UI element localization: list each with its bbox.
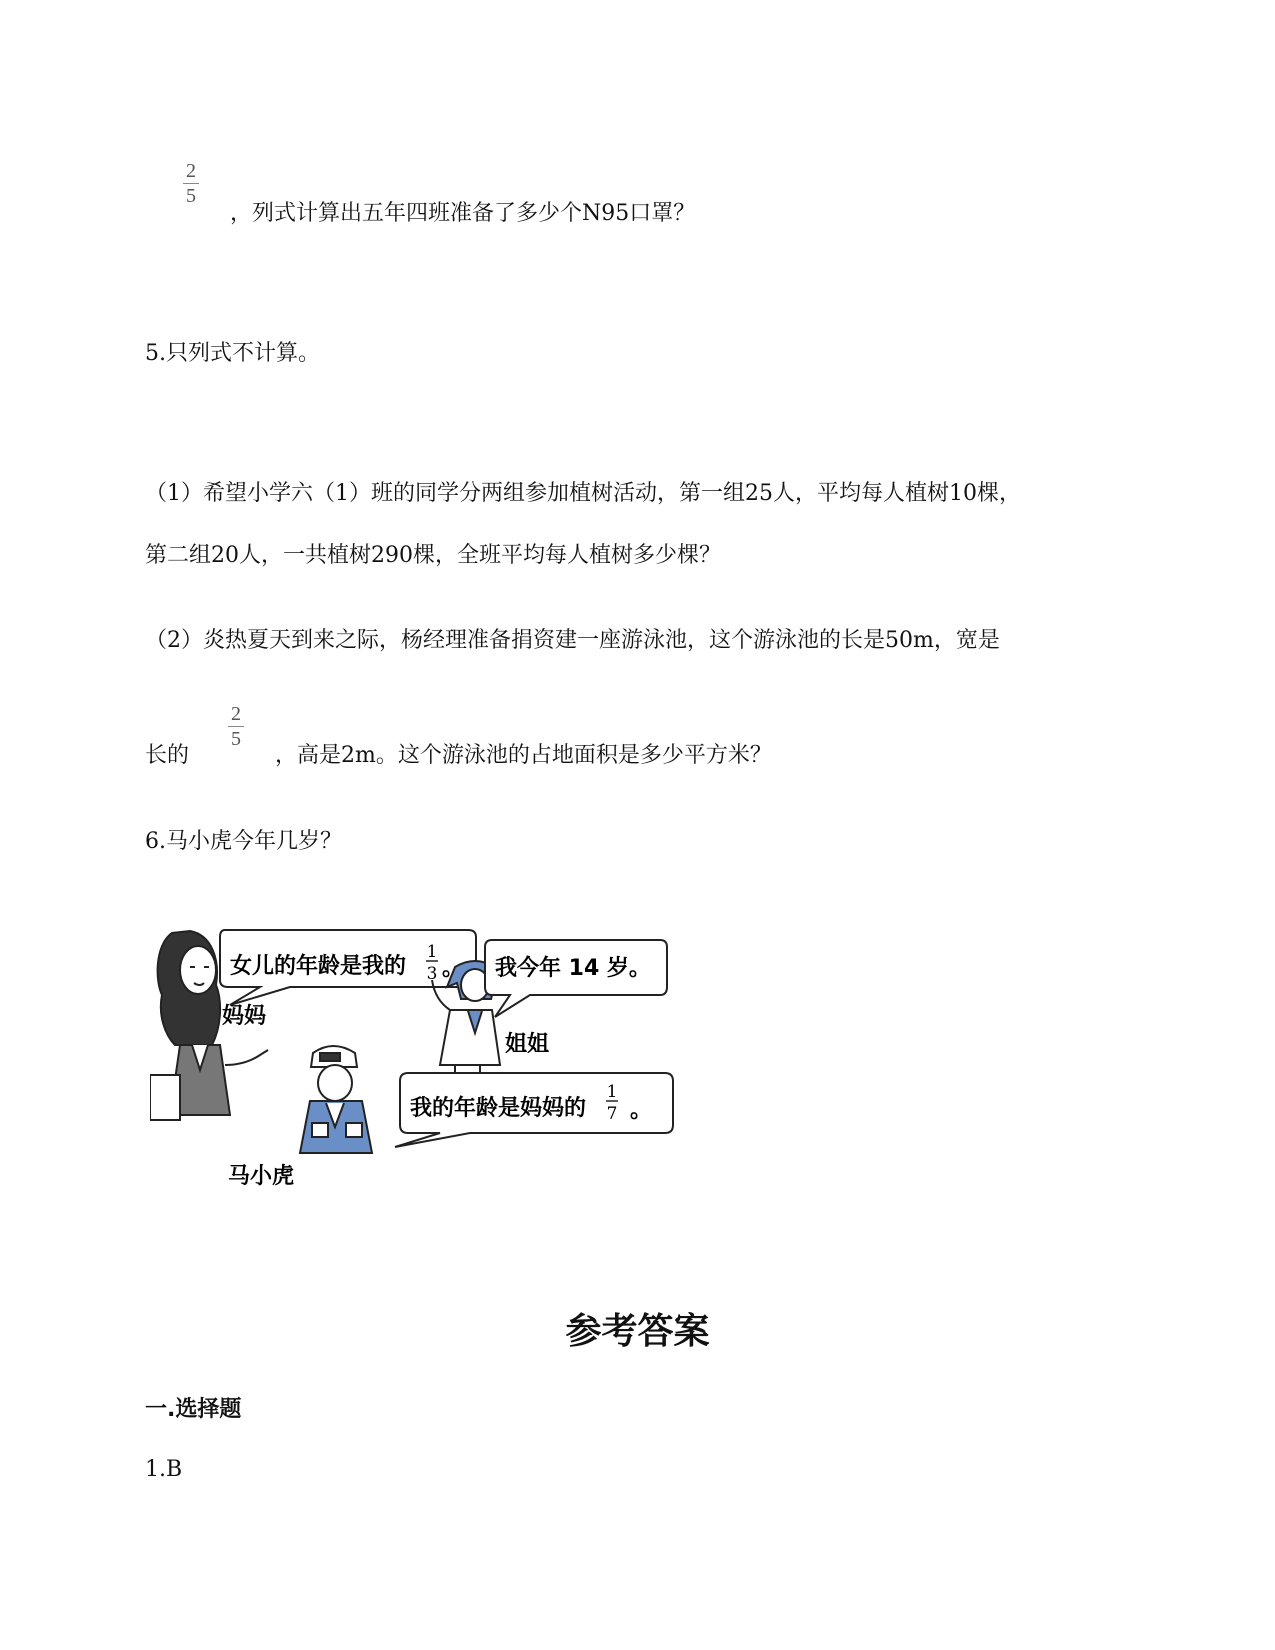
q6-illustration	[150, 925, 720, 1255]
q5-part2-line2-suffix: ，高是2m。这个游泳池的占地面积是多少平方米？	[275, 743, 772, 768]
boy-label: 马小虎	[228, 1164, 295, 1189]
q4-fraction	[183, 160, 199, 207]
fraction-bar	[183, 183, 199, 184]
boy-figure	[300, 1046, 372, 1153]
answers-title: 参考答案	[565, 1311, 710, 1352]
mom-fraction-denominator: 3	[426, 964, 438, 984]
answer-item-1: 1.B	[145, 1457, 183, 1482]
fraction-bar	[228, 726, 244, 727]
boy-fraction-denominator: 7	[606, 1104, 618, 1124]
q5-part1-line2: 第二组20人，一共植树290棵，全班平均每人植树多少棵？	[145, 543, 721, 568]
q5-fraction-denominator: 5	[231, 728, 241, 750]
q5-part2-line1: （2）炎热夏天到来之际，杨经理准备捐资建一座游泳池，这个游泳池的长是50m，宽是	[145, 628, 1000, 653]
boy-fraction-numerator: 1	[606, 1082, 618, 1102]
q6-title: 6.马小虎今年几岁？	[145, 829, 342, 854]
q5-title: 5.只列式不计算。	[145, 341, 320, 366]
mom-fraction-numerator: 1	[426, 942, 438, 962]
q5-part1-line1: （1）希望小学六（1）班的同学分两组参加植树活动，第一组25人，平均每人植树10棵，	[145, 481, 1021, 506]
mom-bubble-text: 女儿的年龄是我的	[230, 954, 407, 979]
boy-bubble-end: 。	[630, 1098, 653, 1123]
sister-bubble-text: 我今年 14 岁。	[495, 956, 651, 981]
mom-bubble-end: 。	[442, 956, 465, 981]
q5-fraction-numerator: 2	[231, 703, 241, 725]
answers-section-choice: 一.选择题	[145, 1397, 242, 1422]
boy-bubble-text: 我的年龄是妈妈的	[410, 1096, 587, 1121]
sister-label: 姐姐	[505, 1032, 550, 1057]
q5-part2-fraction	[228, 703, 244, 750]
q4-fraction-denominator: 5	[186, 185, 196, 207]
mom-label: 妈妈	[222, 1004, 267, 1029]
q5-part2-line2-prefix: 长的	[145, 743, 190, 768]
q4-question-text: ，列式计算出五年四班准备了多少个N95口罩？	[230, 201, 696, 226]
q4-fraction-numerator: 2	[186, 160, 196, 182]
